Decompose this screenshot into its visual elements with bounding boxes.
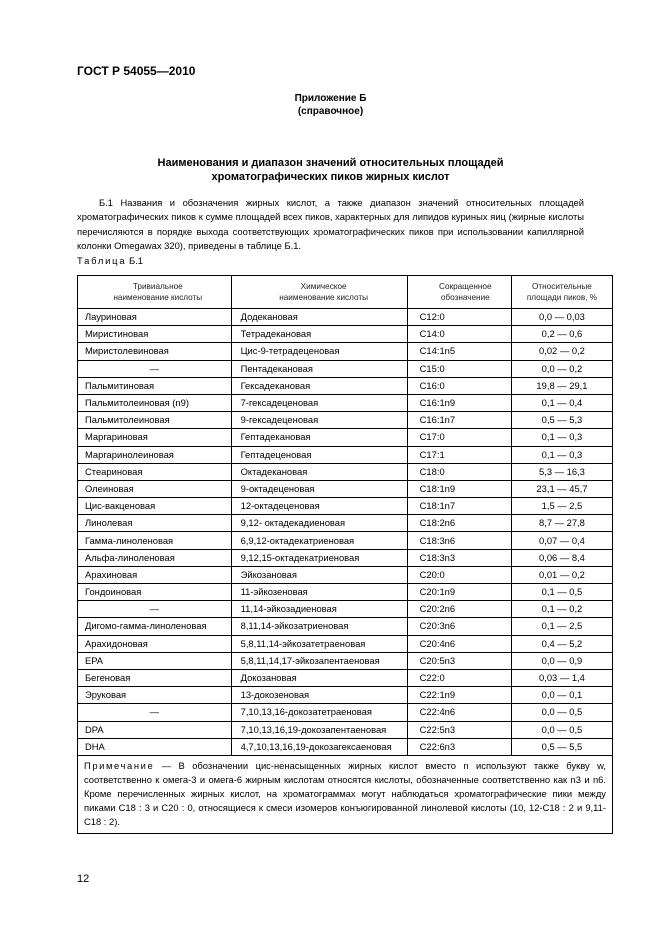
table-row [78,738,613,755]
cell-chemical-name: 5,8,11,14,17-эйкозапентаеновая [231,652,407,669]
cell-short-designation: C22:6n3 [407,738,511,755]
cell-trivial-name: Стеариновая [78,463,232,480]
cell-short-designation: C16:0 [407,377,511,394]
table-note-row [78,755,613,833]
table-caption-word: Таблица [77,255,127,266]
cell-short-designation: C18:3n3 [407,549,511,566]
cell-chemical-name: Эйкозановая [231,566,407,583]
table-row [78,326,613,343]
cell-trivial-name: Дигомо-гамма-линоленовая [78,618,232,635]
table-row [78,618,613,635]
cell-relative-area: 0,0 — 0,1 [511,687,612,704]
cell-short-designation: C22:4n6 [407,704,511,721]
cell-trivial-name: Олеиновая [78,480,232,497]
cell-short-designation: C20:3n6 [407,618,511,635]
cell-chemical-name: 13-докозеновая [231,687,407,704]
cell-relative-area: 0,1 — 0,2 [511,601,612,618]
cell-chemical-name: 8,11,14-эйкозатриеновая [231,618,407,635]
table-row [78,635,613,652]
table-note [78,755,613,833]
cell-trivial-name: Арахиновая [78,566,232,583]
table-row [78,721,613,738]
table-row [78,584,613,601]
cell-trivial-name: Арахидоновая [78,635,232,652]
cell-trivial-name: Маргаринолеиновая [78,446,232,463]
cell-trivial-name: Пальмитолеиновая [78,412,232,429]
header-trivial-line-1: Тривиальное [132,282,183,291]
cell-chemical-name: Тетрадекановая [231,326,407,343]
cell-short-designation: C14:0 [407,326,511,343]
note-label: Примечание [84,759,155,771]
cell-trivial-name: — [78,601,232,618]
cell-short-designation: C16:1n9 [407,394,511,411]
table-row [78,687,613,704]
cell-trivial-name: EPA [78,652,232,669]
header-chemical-line-1: Химическое [300,282,347,291]
table-row [78,446,613,463]
table-row [78,515,613,532]
cell-short-designation: C18:1n9 [407,480,511,497]
table-row [78,377,613,394]
cell-chemical-name: Додекановая [231,309,407,326]
table-header-row [78,276,613,309]
table-row [78,412,613,429]
cell-chemical-name: 5,8,11,14-эйкозатетраеновая [231,635,407,652]
cell-short-designation: C15:0 [407,360,511,377]
cell-chemical-name: 9-гексадеценовая [231,412,407,429]
cell-trivial-name: — [78,704,232,721]
appendix-heading [0,92,661,118]
cell-relative-area: 0,0 — 0,9 [511,652,612,669]
cell-trivial-name: Альфа-линоленовая [78,549,232,566]
cell-chemical-name: 6,9,12-октадекатриеновая [231,532,407,549]
cell-short-designation: C18:2n6 [407,515,511,532]
cell-chemical-name: Гептадекановая [231,429,407,446]
cell-trivial-name: Миристолевиновая [78,343,232,360]
cell-relative-area: 23,1 — 45,7 [511,480,612,497]
table-row [78,498,613,515]
table-caption [77,255,143,266]
table-row [78,360,613,377]
cell-trivial-name: Бегеновая [78,669,232,686]
cell-trivial-name: Пальмитолеиновая (n9) [78,394,232,411]
cell-relative-area: 5,3 — 16,3 [511,463,612,480]
table-row [78,704,613,721]
cell-relative-area: 0,2 — 0,6 [511,326,612,343]
cell-short-designation: C14:1n5 [407,343,511,360]
header-trivial-line-2: наименование кислоты [113,293,203,302]
cell-relative-area: 0,1 — 0,3 [511,429,612,446]
cell-short-designation: C22:1n9 [407,687,511,704]
table-caption-number: Б.1 [128,255,143,266]
table-row [78,669,613,686]
header-trivial-name [78,276,232,309]
cell-chemical-name: 9,12- октадекадиеновая [231,515,407,532]
cell-chemical-name: 9,12,15-октадекатриеновая [231,549,407,566]
cell-trivial-name: DHA [78,738,232,755]
cell-relative-area: 0,1 — 0,3 [511,446,612,463]
header-relative-area [511,276,612,309]
section-heading [0,156,661,184]
cell-short-designation: C18:0 [407,463,511,480]
cell-relative-area: 0,03 — 1,4 [511,669,612,686]
table-row [78,463,613,480]
cell-chemical-name: 7-гексадеценовая [231,394,407,411]
cell-relative-area: 0,0 — 0,5 [511,704,612,721]
heading-line-2: хроматографических пиков жирных кислот [211,171,450,183]
cell-trivial-name: Лауриновая [78,309,232,326]
cell-trivial-name: DPA [78,721,232,738]
table-body [78,309,613,756]
cell-relative-area: 0,02 — 0,2 [511,343,612,360]
table-row [78,566,613,583]
cell-trivial-name: Пальмитиновая [78,377,232,394]
heading-line-1: Наименования и диапазон значений относительных площадей [157,157,504,169]
header-chemical-name [231,276,407,309]
table-row [78,429,613,446]
appendix-subtitle: (справочное) [297,106,364,117]
cell-chemical-name: 9-октадеценовая [231,480,407,497]
cell-relative-area: 0,0 — 0,5 [511,721,612,738]
cell-relative-area: 0,1 — 2,5 [511,618,612,635]
table-row [78,652,613,669]
cell-relative-area: 0,0 — 0,2 [511,360,612,377]
cell-chemical-name: 7,10,13,16,19-докозапентаеновая [231,721,407,738]
cell-relative-area: 0,07 — 0,4 [511,532,612,549]
cell-short-designation: C20:4n6 [407,635,511,652]
cell-relative-area: 19,8 — 29,1 [511,377,612,394]
cell-relative-area: 0,06 — 8,4 [511,549,612,566]
header-short-line-2: обозначение [440,293,490,302]
table-row [78,480,613,497]
appendix-title: Приложение Б [294,93,367,104]
cell-trivial-name: — [78,360,232,377]
cell-relative-area: 8,7 — 27,8 [511,515,612,532]
cell-chemical-name: 12-октадеценовая [231,498,407,515]
cell-chemical-name: Пентадекановая [231,360,407,377]
cell-relative-area: 0,5 — 5,3 [511,412,612,429]
cell-chemical-name: Гексадекановая [231,377,407,394]
cell-relative-area: 0,1 — 0,4 [511,394,612,411]
cell-short-designation: C16:1n7 [407,412,511,429]
cell-short-designation: C22:5n3 [407,721,511,738]
page-number: 12 [77,873,90,885]
cell-short-designation: C20:2n6 [407,601,511,618]
cell-short-designation: C17:1 [407,446,511,463]
intro-paragraph: Б.1 Названия и обозначения жирных кислот, а также диапазон значений относительных площадей хроматографических пиков к сумме площадей всех пиков, характерных для липидов куриных яиц (жирные кислоты перечисляются в порядке выхода соответствующих хроматографических пиков при использовании капиллярной колонки Omegawax 320), приведены в таблице Б.1. [77,197,584,251]
header-short-line-1: Сокращенное [439,282,492,291]
cell-relative-area: 1,5 — 2,5 [511,498,612,515]
cell-chemical-name: Докозановая [231,669,407,686]
note-text: — В обозначении цис-ненасыщенных жирных кислот вместо n используют также букву w, соответственно к омега-3 и омега-6 жирным кислотам относятся кислоты, обозначенные соответственно как n3 и n6. Кроме перечисленных жирных кислот, на хроматограммах могут наблюдаться хроматографические пики между пиками C18 : 3 и C20 : 0, относящиеся к смеси изомеров конъюгированной линолевой кислоты (10, 12-C18 : 2 и 9,11-C18 : 2). [84,759,606,827]
cell-short-designation: C22:0 [407,669,511,686]
cell-trivial-name: Гамма-линоленовая [78,532,232,549]
cell-short-designation: C17:0 [407,429,511,446]
cell-trivial-name: Миристиновая [78,326,232,343]
header-relative-line-2: площади пиков, % [526,293,598,302]
cell-short-designation: C20:1n9 [407,584,511,601]
table-row [78,394,613,411]
cell-relative-area: 0,1 — 0,5 [511,584,612,601]
cell-short-designation: C18:3n6 [407,532,511,549]
cell-chemical-name: 4,7,10,13,16,19-докозагексаеновая [231,738,407,755]
cell-chemical-name: Цис-9-тетрадеценовая [231,343,407,360]
fatty-acids-table [77,275,613,834]
cell-trivial-name: Гондоиновая [78,584,232,601]
cell-short-designation: C12:0 [407,309,511,326]
table-row [78,309,613,326]
cell-trivial-name: Линолевая [78,515,232,532]
cell-chemical-name: Гептадеценовая [231,446,407,463]
cell-short-designation: C20:0 [407,566,511,583]
header-relative-line-1: Относительные [532,282,592,291]
header-chemical-line-2: наименование кислоты [279,293,369,302]
cell-relative-area: 0,0 — 0,03 [511,309,612,326]
document-code: ГОСТ Р 54055—2010 [77,64,196,78]
cell-relative-area: 0,01 — 0,2 [511,566,612,583]
cell-short-designation: C18:1n7 [407,498,511,515]
cell-relative-area: 0,4 — 5,2 [511,635,612,652]
cell-trivial-name: Эруковая [78,687,232,704]
cell-chemical-name: 11,14-эйкозадиеновая [231,601,407,618]
header-short-designation [407,276,511,309]
cell-short-designation: C20:5n3 [407,652,511,669]
cell-trivial-name: Цис-вакценовая [78,498,232,515]
cell-chemical-name: Октадекановая [231,463,407,480]
table-row [78,343,613,360]
cell-chemical-name: 11-эйкозеновая [231,584,407,601]
table-row [78,532,613,549]
cell-chemical-name: 7,10,13,16-докозатетраеновая [231,704,407,721]
table-row [78,549,613,566]
cell-trivial-name: Маргариновая [78,429,232,446]
cell-relative-area: 0,5 — 5,5 [511,738,612,755]
table-row [78,601,613,618]
